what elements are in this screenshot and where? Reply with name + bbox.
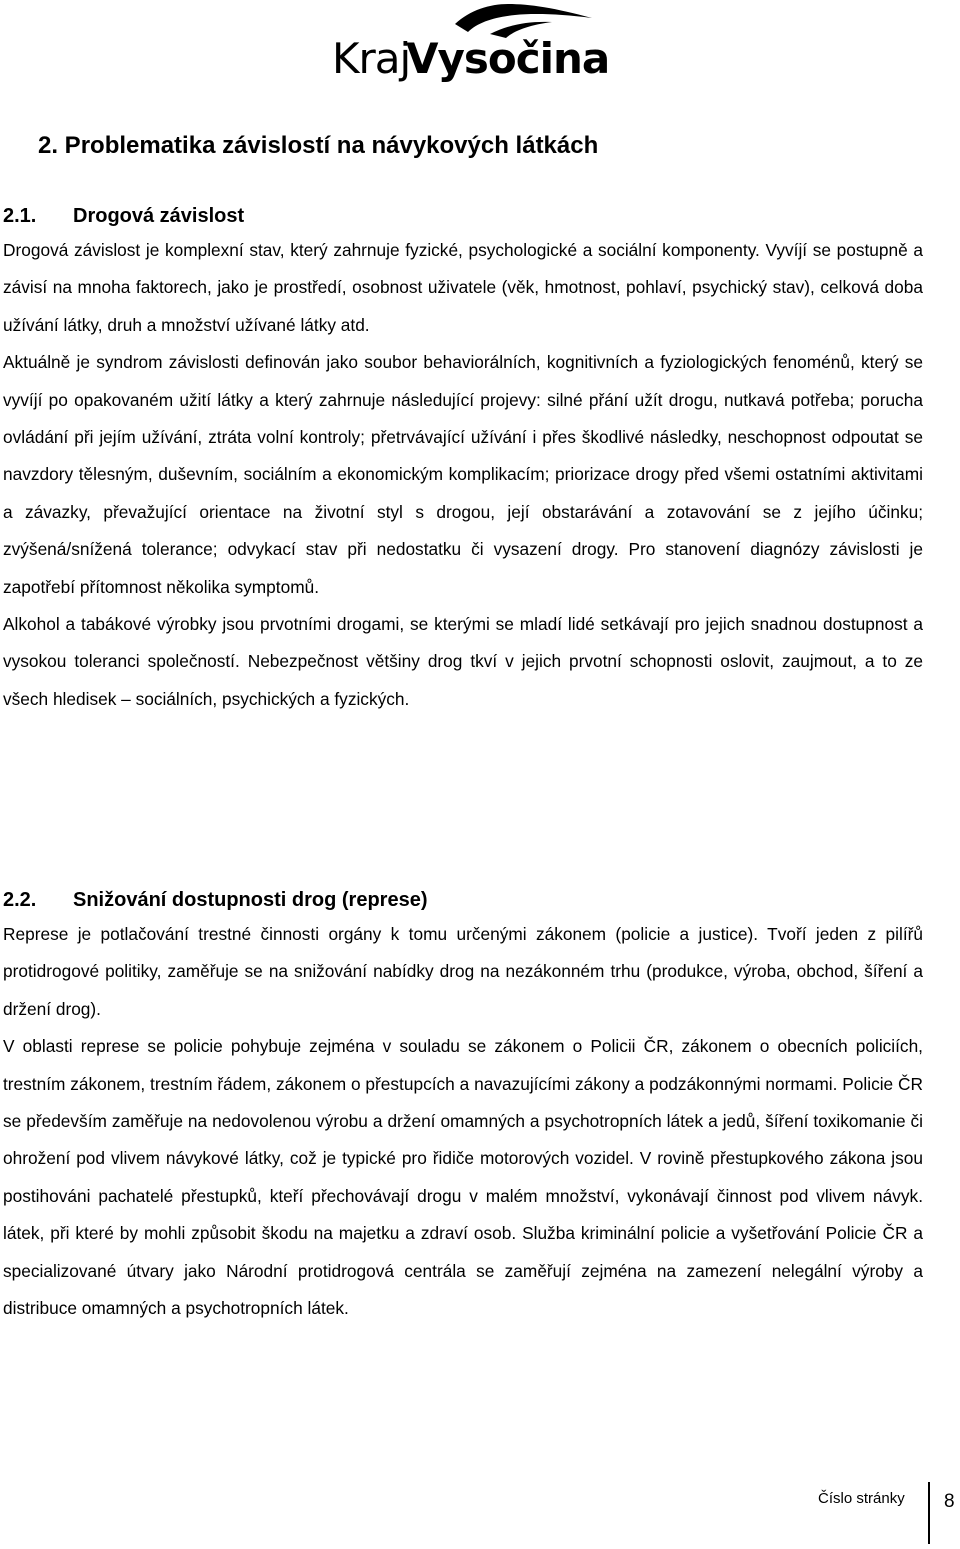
section-drogova-zavislost: [3, 200, 923, 718]
section-number: 2.1.: [3, 205, 37, 227]
page-number: 8: [944, 1491, 955, 1512]
paragraph: Drogová závislost je komplexní stav, který zahrnuje fyzické, psychologické a sociální komponenty. Vyvíjí se postupně a závisí na mnoha faktorech, jako je prostředí, osobnost uživatele (věk, hmotnost, pohlaví, psychický stav), celková doba užívání látky, druh a množství užívané látky atd.: [3, 240, 923, 335]
section-number: 2.2.: [3, 889, 37, 911]
page-title: 2. Problematika závislostí na návykových látkách: [38, 132, 599, 159]
section-snizovani-dostupnosti: [3, 884, 923, 1327]
logo-word-vysocina: Vysočina: [406, 34, 610, 83]
kraj-vysocina-logo: [330, 0, 610, 95]
paragraph: Alkohol a tabákové výrobky jsou prvotními drogami, se kterými se mladí lidé setkávají pro jejich snadnou dostupnost a vysokou toleranci společností. Nebezpečnost většiny drog tkví v jejich prvotní schopnosti oslovit, zaujmout, a to ze všech hledisek – sociálních, psychických a fyzických.: [3, 614, 923, 709]
section-title: Drogová závislost: [73, 205, 245, 227]
section-heading: [3, 884, 923, 916]
paragraph: V oblasti represe se policie pohybuje zejména v souladu se zákonem o Policii ČR, zákonem o obecních policiích, trestním zákonem, trestním řádem, zákonem o přestupcích a navazujícími zákony a podzákonnými normami. Policie ČR se především zaměřuje na nedovolenou výrobu a držení omamných a psychotropních látek a jedů, šíření toxikomanie či ohrožení pod vlivem návykové látky, což je typické pro řidiče motorových vozidel. V rovině přestupkového zákona jsou postihováni pachatelé přestupků, kteří přechovávají drogu v malém množství, vykonávají činnost pod vlivem návyk. látek, při které by mohli způsobit škodu na majetku a zdraví osob. Služba kriminální policie a vyšetřování Policie ČR a specializované útvary jako Národní protidrogová centrála se zaměřují zejména na zamezení nelegální výroby a distribuce omamných a psychotropních látek.: [3, 1036, 923, 1319]
section-heading: [3, 200, 923, 232]
footer-divider: [928, 1482, 930, 1544]
section-title: Snižování dostupnosti drog (represe): [73, 889, 428, 911]
page-number-label: Číslo stránky: [818, 1490, 905, 1507]
logo-word-kraj: Kraj: [332, 34, 411, 83]
paragraph: Represe je potlačování trestné činnosti orgány k tomu určenými zákonem (policie a justice). Tvoří jeden z pilířů protidrogové politiky, zaměřuje se na snižování nabídky drog na nezákonném trhu (produkce, výroba, obchod, šíření a držení drog).: [3, 924, 923, 1019]
paragraph: Aktuálně je syndrom závislosti definován jako soubor behaviorálních, kognitivních a fyziologických fenoménů, který se vyvíjí po opakovaném užití látky a který zahrnuje následující projevy: silné přání užít drogu, nutkavá potřeba; porucha ovládání při jejím užívání, ztráta volní kontroly; přetrvávající užívání i přes škodlivé následky, neschopnost odpoutat se navzdory tělesným, duševním, sociálním a ekonomickým komplikacím; priorizace drogy před všemi ostatními aktivitami a závazky, převažující orientace na životní styl s drogou, její obstarávání a zotavování se z jejího účinku; zvýšená/snížená tolerance; odvykací stav při nedostatku či vysazení drogy. Pro stanovení diagnózy závislosti je zapotřebí přítomnost několika symptomů.: [3, 352, 923, 597]
